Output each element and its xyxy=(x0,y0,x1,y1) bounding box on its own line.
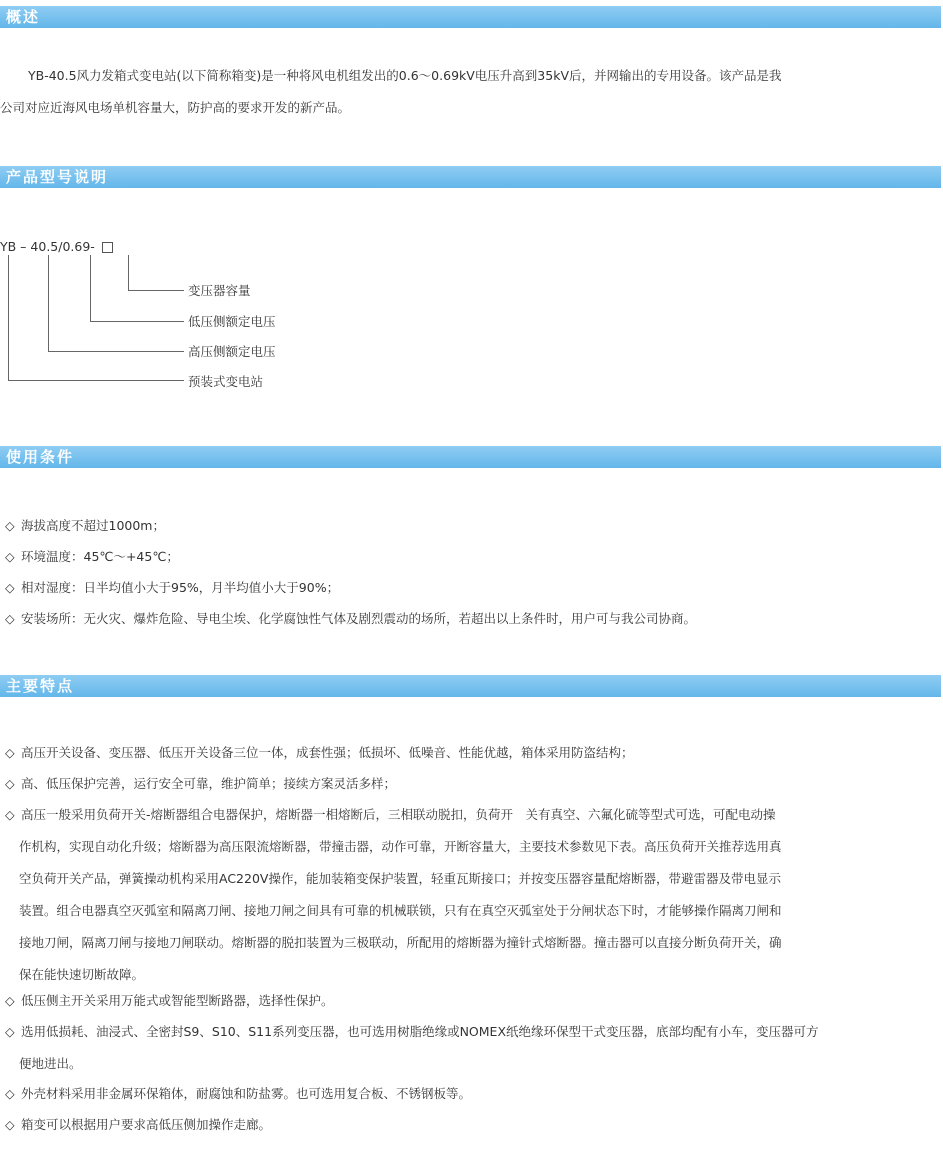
hv-leader xyxy=(48,255,49,352)
condition-item-3-line-0: ◇ 安装场所：无火灾、爆炸危险、导电尘埃、化学腐蚀性气体及剧烈震动的场所，若超出以上条件时，用户可与我公司协商。 xyxy=(5,603,941,635)
feature-item-0 xyxy=(5,737,941,769)
feature-item-6-line-0: ◇ 箱变可以根据用户要求高低压侧加操作走廊。 xyxy=(5,1109,941,1141)
diamond-bullet-icon: ◇ xyxy=(5,745,15,760)
diamond-bullet-icon: ◇ xyxy=(5,1117,15,1132)
diamond-bullet-icon: ◇ xyxy=(5,1024,15,1039)
diamond-bullet-icon: ◇ xyxy=(5,1086,15,1101)
overview-header xyxy=(0,6,941,28)
lv-leader xyxy=(90,255,91,322)
feature-item-2-line-5: 保在能快速切断故障。 xyxy=(19,967,145,982)
diamond-bullet-icon: ◇ xyxy=(5,580,15,595)
overview-line-1: YB-40.5风力发箱式变电站(以下简称箱变)是一种将风电机组发出的0.6～0.69kV电压升高到35kV后，并网输出的专用设备。该产品是我 xyxy=(28,68,782,83)
feature-item-2-line-2: 空负荷开关产品，弹簧操动机构采用AC220V操作，能加装箱变保护装置，轻重瓦斯接口；并按变压器容量配熔断器，带避雷器及带电显示 xyxy=(19,871,781,886)
diamond-bullet-icon: ◇ xyxy=(5,776,15,791)
condition-item-1 xyxy=(5,541,941,573)
condition-item-3 xyxy=(5,603,941,635)
feature-item-4 xyxy=(5,1016,941,1080)
feature-item-1-line-0: ◇ 高、低压保护完善，运行安全可靠，维护简单；接续方案灵活多样； xyxy=(5,768,941,800)
feature-item-2-line-1: 作机构，实现自动化升级；熔断器为高压限流熔断器，带撞击器，动作可靠，开断容量大，主要技术参数见下表。高压负荷开关推荐选用真 xyxy=(19,839,782,854)
features-header xyxy=(0,675,941,697)
label-type: 预装式变电站 xyxy=(188,374,264,389)
condition-item-2-line-0: ◇ 相对湿度：日半均值小大于95%，月半均值小大于90%； xyxy=(5,572,941,604)
capacity-leader xyxy=(128,255,129,291)
hv-line xyxy=(48,351,184,352)
lv-line xyxy=(90,321,184,322)
feature-item-1 xyxy=(5,768,941,800)
code-mid: /0.69- xyxy=(58,239,95,254)
feature-item-4-line-1: 便地进出。 xyxy=(19,1056,82,1071)
feature-item-3 xyxy=(5,985,941,1017)
feature-item-5 xyxy=(5,1078,941,1110)
feature-item-6 xyxy=(5,1109,941,1141)
code-num: 40.5 xyxy=(30,239,59,254)
overview-paragraph xyxy=(0,60,940,124)
capacity-line xyxy=(128,290,184,291)
label-hv: 高压侧额定电压 xyxy=(188,344,276,359)
type-line xyxy=(8,380,184,381)
model-header xyxy=(0,166,941,188)
condition-item-1-line-0: ◇ 环境温度：45℃～+45℃； xyxy=(5,541,941,573)
condition-item-0-line-0: ◇ 海拔高度不超过1000m； xyxy=(5,510,941,542)
label-lv: 低压侧额定电压 xyxy=(188,314,276,329)
model-code xyxy=(0,238,113,256)
capacity-box xyxy=(102,242,113,253)
conditions-header xyxy=(0,446,941,468)
feature-item-2-line-4: 接地刀闸，隔离刀闸与接地刀闸联动。熔断器的脱扣装置为三极联动，所配用的熔断器为撞针式熔断器。撞击器可以直接分断负荷开关，确 xyxy=(19,935,782,950)
feature-item-0-line-0: ◇ 高压开关设备、变压器、低压开关设备三位一体，成套性强；低损坏、低噪音、性能优越，箱体采用防盗结构； xyxy=(5,737,941,769)
diamond-bullet-icon: ◇ xyxy=(5,611,15,626)
diamond-bullet-icon: ◇ xyxy=(5,993,15,1008)
diamond-bullet-icon: ◇ xyxy=(5,549,15,564)
overview-line-2: 公司对应近海风电场单机容量大，防护高的要求开发的新产品。 xyxy=(0,100,351,115)
diamond-bullet-icon: ◇ xyxy=(5,518,15,533)
model-title: 产品型号说明 xyxy=(6,168,109,186)
conditions-title: 使用条件 xyxy=(6,448,75,466)
feature-item-2-line-0: ◇ 高压一般采用负荷开关-熔断器组合电器保护，熔断器一相熔断后，三相联动脱扣，负荷开 关有真空、六氟化硫等型式可选，可配电动操 xyxy=(5,799,941,831)
diamond-bullet-icon: ◇ xyxy=(5,807,15,822)
feature-item-2-line-3: 装置。组合电器真空灭弧室和隔离刀闸、接地刀闸之间具有可靠的机械联锁，只有在真空灭弧室处于分闸状态下时，才能够操作隔离刀闸和 xyxy=(19,903,782,918)
feature-item-4-line-0: ◇ 选用低损耗、油浸式、全密封S9、S10、S11系列变压器，也可选用树脂绝缘或NOMEX纸绝缘环保型干式变压器，底部均配有小车，变压器可方 xyxy=(5,1016,941,1048)
overview-title: 概述 xyxy=(6,8,41,26)
features-title: 主要特点 xyxy=(6,677,75,695)
condition-item-0 xyxy=(5,510,941,542)
feature-item-5-line-0: ◇ 外壳材料采用非金属环保箱体，耐腐蚀和防盐雾。也可选用复合板、不锈钢板等。 xyxy=(5,1078,941,1110)
code-prefix: YB – xyxy=(0,239,27,254)
feature-item-3-line-0: ◇ 低压侧主开关采用万能式或智能型断路器，选择性保护。 xyxy=(5,985,941,1017)
feature-item-2 xyxy=(5,799,941,991)
condition-item-2 xyxy=(5,572,941,604)
label-capacity: 变压器容量 xyxy=(188,283,251,298)
type-leader xyxy=(8,255,9,381)
